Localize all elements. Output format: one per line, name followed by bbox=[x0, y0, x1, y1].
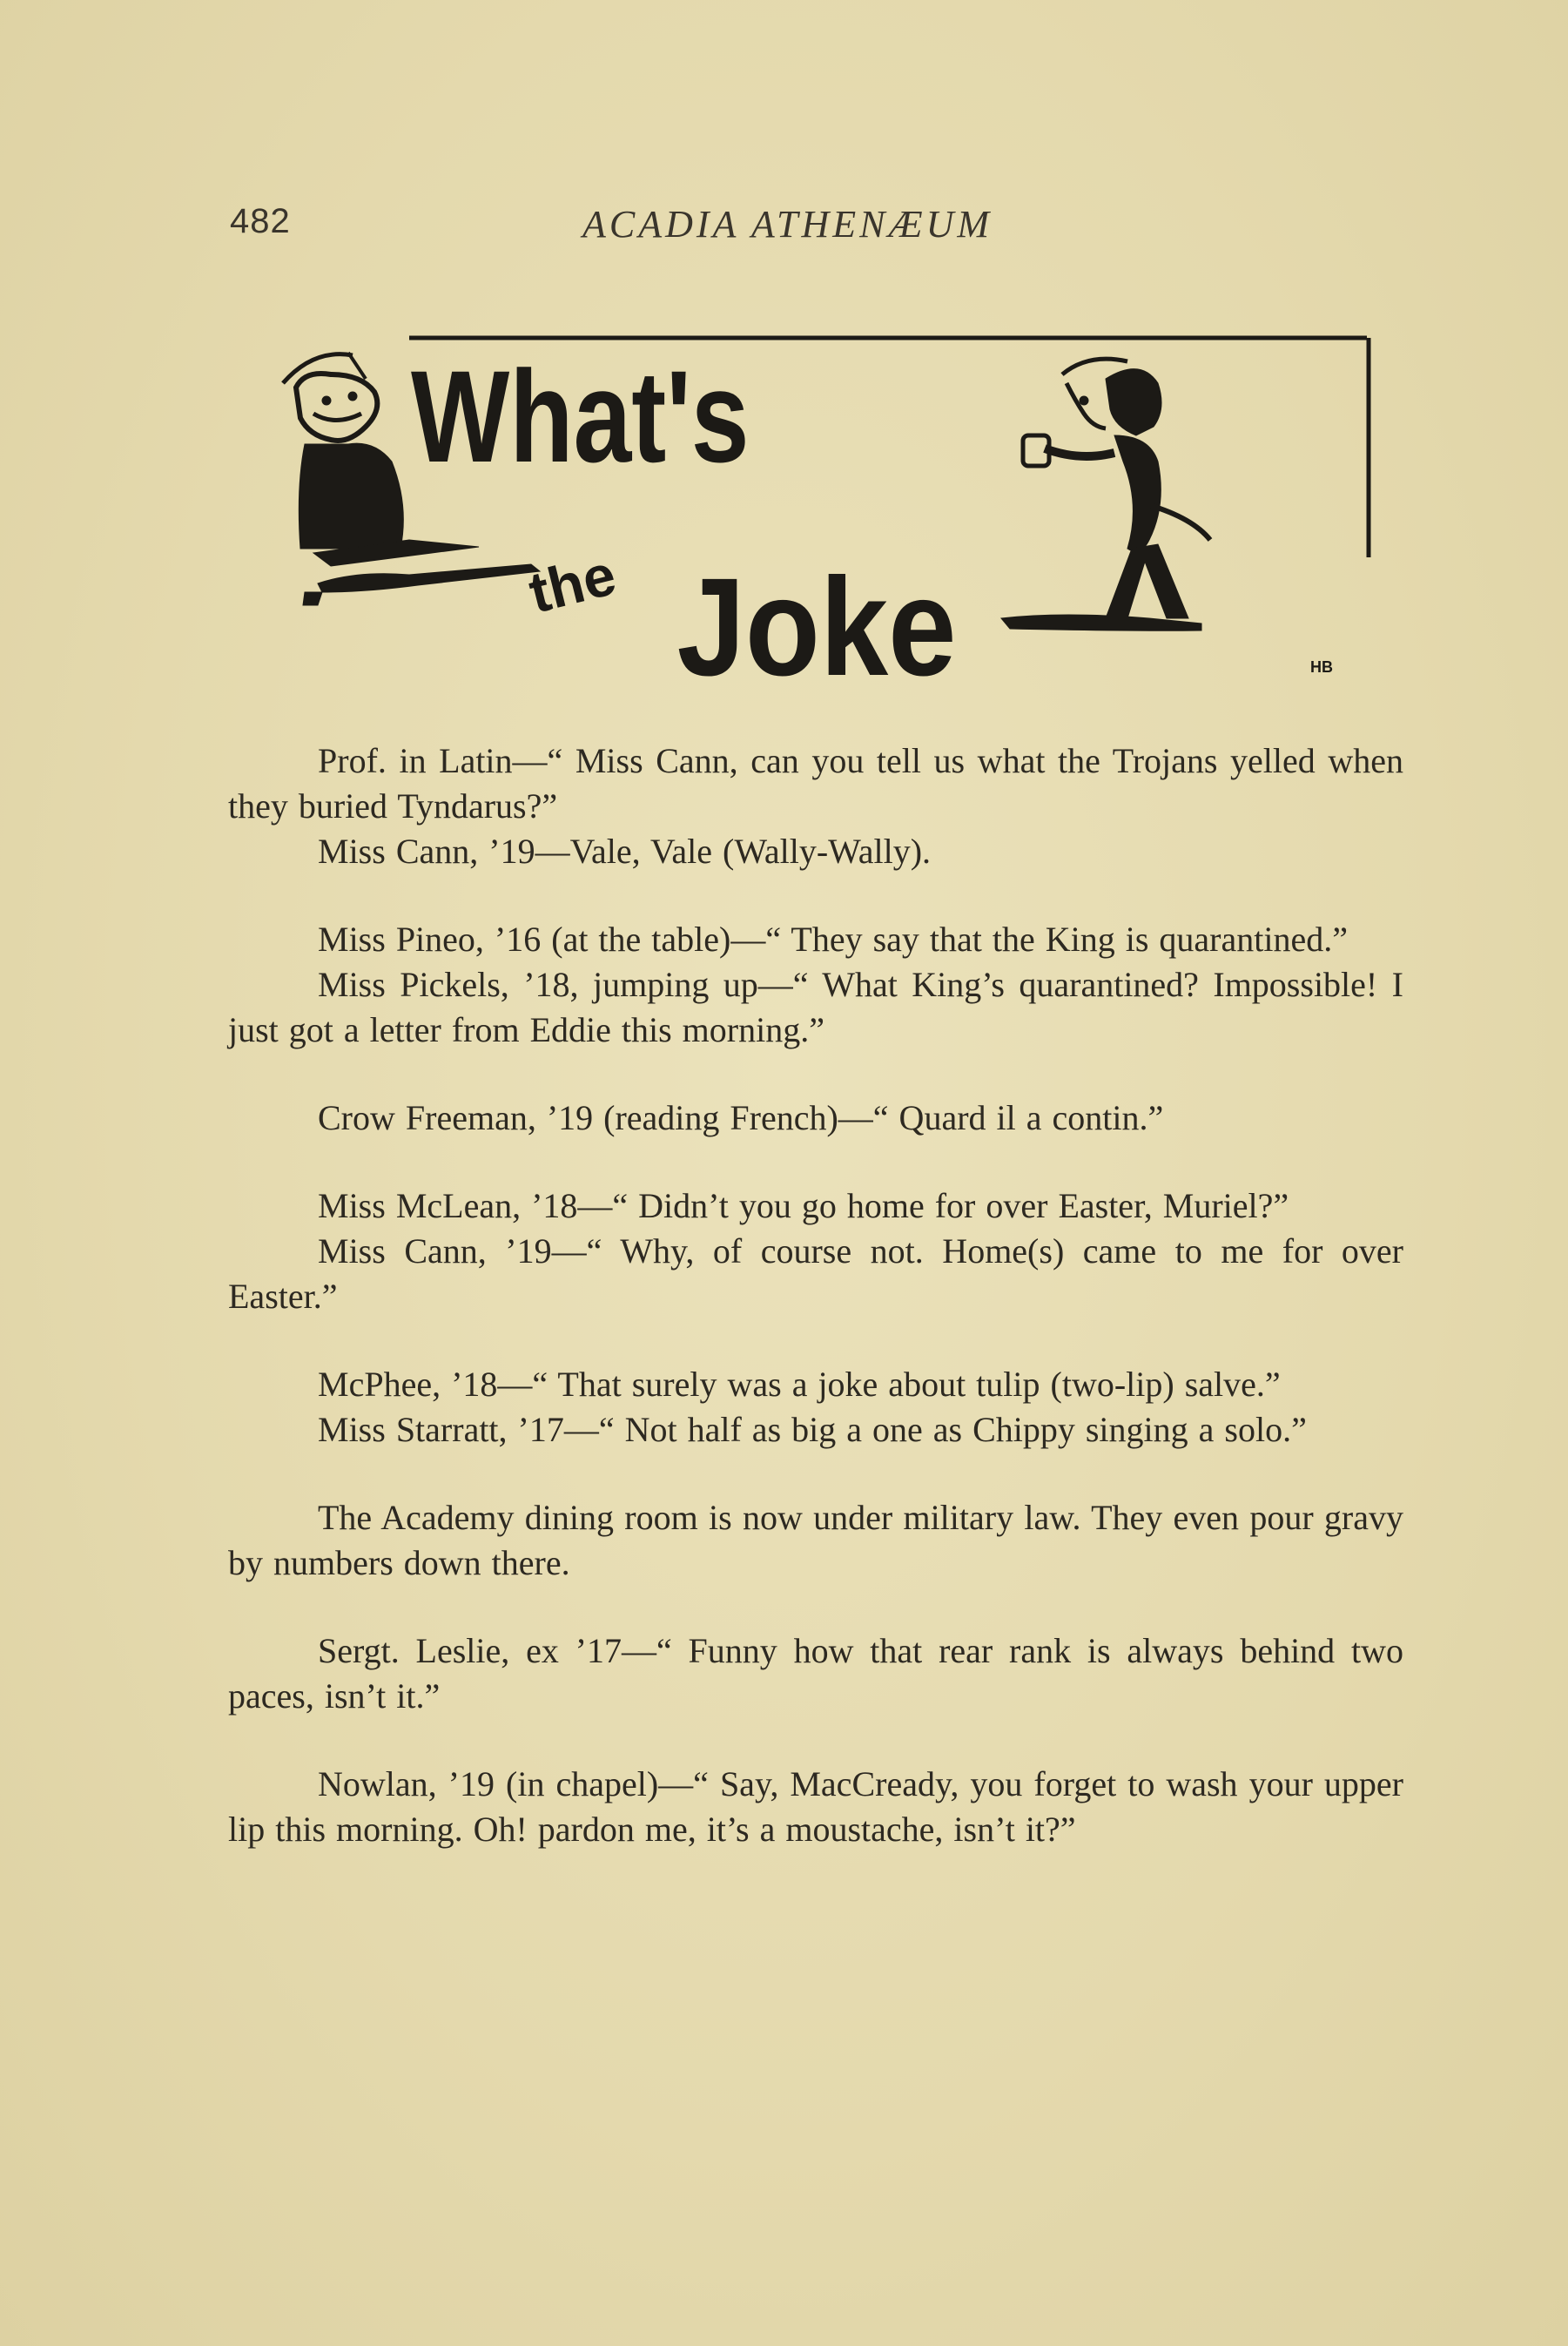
joke-line: Miss Pineo, ’16 (at the table)—“ They say that the King is quarantined.” bbox=[318, 920, 1348, 959]
banner-svg bbox=[279, 331, 1376, 697]
joke-item bbox=[228, 917, 1403, 1053]
banner-word-the: the bbox=[522, 542, 622, 625]
banner-word-joke: Joke bbox=[676, 549, 957, 697]
joke-line: Nowlan, ’19 (in chapel)—“ Say, MacCready, you forget to wash your upper lip this morning. Oh! pardon me, it’s a moustache, isn’t it?” bbox=[228, 1764, 1403, 1849]
joke-item bbox=[228, 1095, 1403, 1141]
joke-item bbox=[228, 1628, 1403, 1719]
joke-line: Miss McLean, ’18—“ Didn’t you go home for over Easter, Muriel?” bbox=[318, 1186, 1289, 1225]
banner-word-whats: What's bbox=[411, 343, 750, 490]
right-caricature-figure bbox=[1001, 359, 1210, 630]
joke-item bbox=[228, 738, 1403, 874]
joke-line: Crow Freeman, ’19 (reading French)—“ Quard il a contin.” bbox=[318, 1098, 1164, 1137]
joke-line: Prof. in Latin—“ Miss Cann, can you tell us what the Trojans yelled when they buried Tyndarus?” bbox=[228, 741, 1403, 826]
joke-line: Sergt. Leslie, ex ’17—“ Funny how that rear rank is always behind two paces, isn’t it.” bbox=[228, 1631, 1403, 1716]
joke-item bbox=[228, 1183, 1403, 1319]
joke-line: Miss Cann, ’19—Vale, Vale (Wally-Wally). bbox=[318, 832, 932, 871]
joke-line: The Academy dining room is now under military law. They even pour gravy by numbers down there. bbox=[228, 1498, 1403, 1582]
banner-illustration bbox=[279, 331, 1376, 697]
running-head bbox=[230, 202, 1100, 254]
joke-item bbox=[228, 1495, 1403, 1586]
journal-title: ACADIA ATHENÆUM bbox=[582, 203, 993, 246]
page-number: 482 bbox=[230, 202, 291, 240]
joke-line: Miss Pickels, ’18, jumping up—“ What King’s quarantined? Impossible! I just got a letter from Eddie this morning.” bbox=[228, 965, 1403, 1049]
joke-item bbox=[228, 1762, 1403, 1852]
joke-line: Miss Starratt, ’17—“ Not half as big a one as Chippy singing a solo.” bbox=[318, 1410, 1307, 1449]
joke-line: McPhee, ’18—“ That surely was a joke about tulip (two-lip) salve.” bbox=[318, 1365, 1281, 1404]
joke-line: Miss Cann, ’19—“ Why, of course not. Home(s) came to me for over Easter.” bbox=[228, 1231, 1403, 1316]
joke-item bbox=[228, 1362, 1403, 1453]
jokes-column bbox=[228, 738, 1403, 1895]
artist-initials: HB bbox=[1310, 658, 1333, 676]
